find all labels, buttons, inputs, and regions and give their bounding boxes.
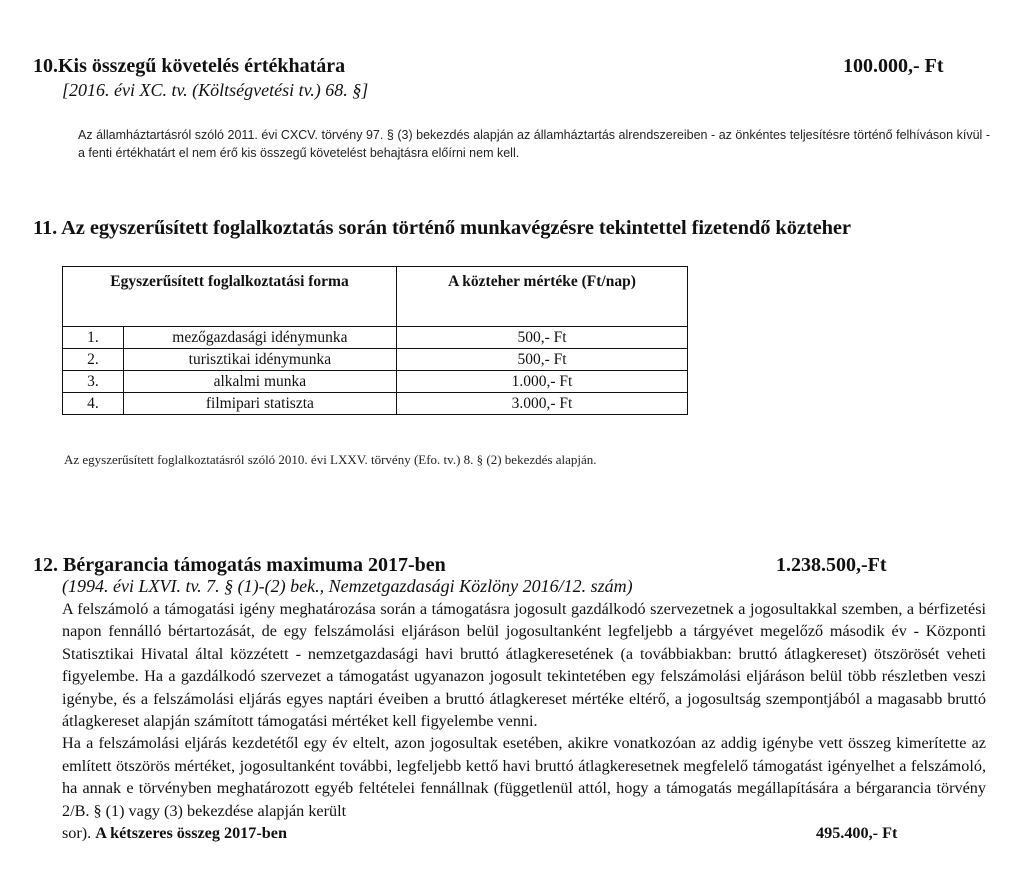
row-number: 4.	[63, 393, 124, 415]
section-12-last-line	[62, 822, 986, 844]
row-form: turisztikai idénymunka	[123, 349, 396, 371]
row-form: mezőgazdasági idénymunka	[123, 327, 396, 349]
section-12-paragraph-1: A felszámoló a támogatási igény meghatározása során a támogatásra jogosult gazdálkodó szervezetnek a jogosultakkal szemben, a bérfizetési napon fennálló bértartozását, de egy felszámolási eljáráson belül jogosultanként legfeljebb a tárgyévet megelőző második év - Központi Statisztikai Hivatal által közzétett - nemzetgazdasági havi bruttó átlagkeresetének (a továbbiakban: bruttó átlagkereset) ötszörösét veheti figyelembe. Ha a gazdálkodó szervezet a támogatást ugyanazon jogosult tekintetében egy felszámolási eljáráson belül több részletben veszi igénybe, és a felszámolási eljárás egyes naptári éveiben a bruttó átlagkereset mértéke eltérő, a jogosultság szempontjából a magasabb bruttó átlagkereset alapján számított támogatási mértéket kell figyelembe venni.	[62, 600, 986, 731]
double-amount-value: 495.400,- Ft	[816, 824, 898, 843]
row-rate: 500,- Ft	[397, 327, 688, 349]
table-row	[63, 393, 688, 415]
header-levy-rate: A közteher mértéke (Ft/nap)	[397, 267, 688, 327]
section-12-paragraph-2: Ha a felszámolási eljárás kezdetétől egy év eltelt, azon jogosultak esetében, akikre vonatkozóan az addig igénybe vett összeg kimerítette az említett ötszörös mértéket, jogosultanként további, legfeljebb kettő havi bruttó átlagkeresetnek megfelelő támogatást igényelhet a felszámoló, ha annak e törvényben meghatározott egyéb feltételei fennállnak (függetlenül attól, hogy a támogatás megállapítására a bérgarancia törvény 2/B. § (1) vagy (3) bekezdése alapján került	[62, 734, 986, 820]
section-11-note: Az egyszerűsített foglalkoztatásról szóló 2010. évi LXXV. törvény (Efo. tv.) 8. § (2) bekezdés alapján.	[64, 452, 597, 467]
row-form: filmipari statiszta	[123, 393, 396, 415]
row-rate: 1.000,- Ft	[397, 371, 688, 393]
section-10-amount: 100.000,- Ft	[843, 55, 944, 77]
table-row	[63, 371, 688, 393]
double-amount-label: A kétszeres összeg 2017-ben	[95, 824, 287, 843]
section-10-title: 10.Kis összegű követelés értékhatára	[33, 55, 346, 77]
row-rate: 500,- Ft	[397, 349, 688, 371]
section-10-reference: [2016. évi XC. tv. (Költségvetési tv.) 68. §]	[62, 80, 369, 100]
header-employment-form: Egyszerűsített foglalkoztatási forma	[63, 267, 397, 327]
table-row	[63, 327, 688, 349]
section-12-amount: 1.238.500,-Ft	[776, 554, 887, 576]
row-number: 3.	[63, 371, 124, 393]
row-rate: 3.000,- Ft	[397, 393, 688, 415]
section-10-body: Az államháztartásról szóló 2011. évi CXCV. törvény 97. § (3) bekezdés alapján az államháztartás alrendszereiben - az önkéntes teljesítésre történő felhíváson kívül - a fenti értékhatárt el nem érő kis összegű követelést behajtásra előírni nem kell.	[78, 128, 990, 160]
levy-table	[62, 266, 688, 415]
last-line-prefix: sor).	[62, 824, 92, 843]
section-12-body	[62, 598, 986, 844]
table-row	[63, 349, 688, 371]
row-number: 2.	[63, 349, 124, 371]
section-12-reference: (1994. évi LXVI. tv. 7. § (1)-(2) bek., Nemzetgazdasági Közlöny 2016/12. szám)	[62, 576, 633, 596]
row-form: alkalmi munka	[123, 371, 396, 393]
table-header-row	[63, 267, 688, 327]
section-11-title: 11. Az egyszerűsített foglalkoztatás során történő munkavégzésre tekintettel fizetendő közteher	[33, 217, 851, 239]
section-12-title: 12. Bérgarancia támogatás maximuma 2017-ben	[33, 554, 446, 576]
row-number: 1.	[63, 327, 124, 349]
last-line-text	[62, 822, 287, 844]
